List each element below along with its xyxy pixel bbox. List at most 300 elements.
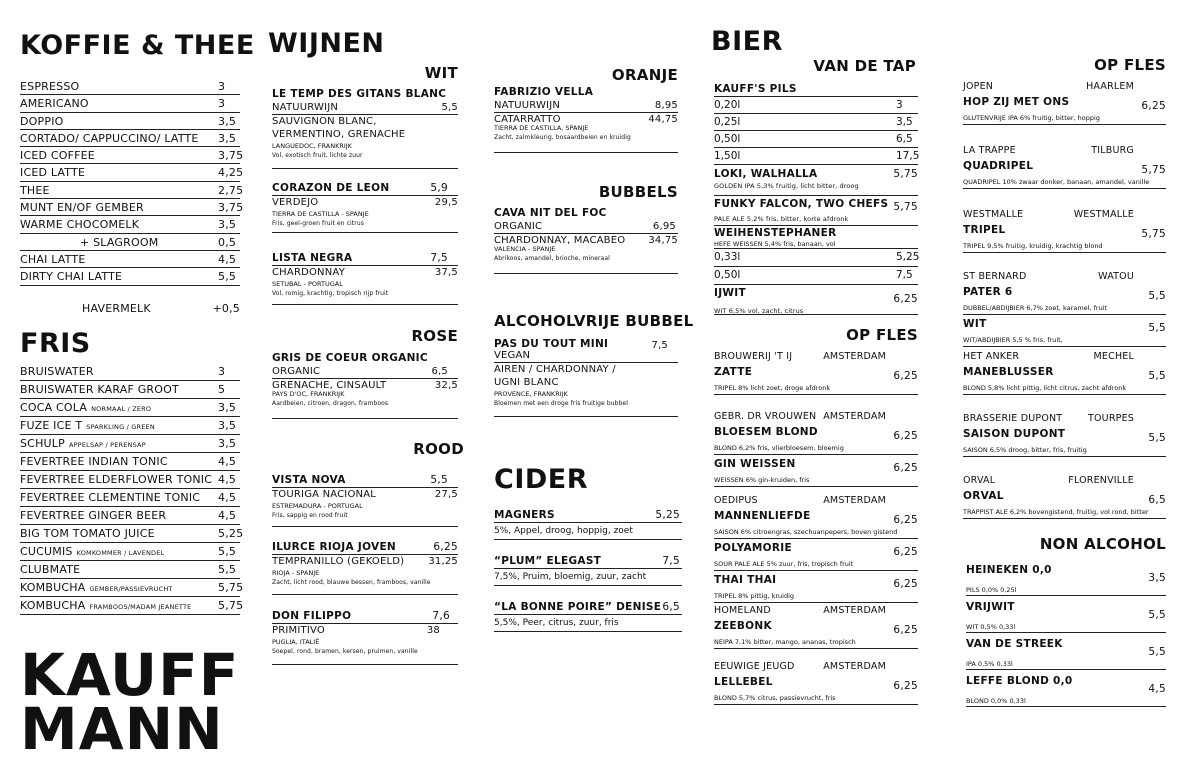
menu-row xyxy=(20,268,240,285)
brewery-name: HOMELAND xyxy=(714,605,771,616)
beer-item xyxy=(714,366,918,395)
brewery-block xyxy=(963,350,1166,395)
beer-name: MANNENLIEFDE xyxy=(714,510,811,522)
logo-line2: MANN xyxy=(20,695,224,763)
beer-desc: DUBBEL/ABDIJBIER 6,7% zoet, karamel, fruit xyxy=(963,304,1108,312)
pils-sizes xyxy=(714,97,918,165)
brewery-header xyxy=(963,144,1166,158)
beer-price: 5,5 xyxy=(1148,322,1166,334)
beer-item xyxy=(963,224,1166,253)
item-price: 3,5 xyxy=(218,419,237,432)
brewery-city: MECHEL xyxy=(1093,351,1134,362)
item-price: 3,5 xyxy=(218,437,237,450)
nonalc-desc: IPA 0,5% 0,33l xyxy=(966,660,1013,668)
beer-price: 5,75 xyxy=(1141,164,1166,176)
nonalc-desc: WIT 0,5% 0,33l xyxy=(966,623,1016,631)
fris-title: FRIS xyxy=(20,328,91,359)
beer-name-row xyxy=(963,286,1166,303)
brewery-name: WESTMALLE xyxy=(963,209,1024,220)
beer-price: 5,5 xyxy=(1148,432,1166,444)
item-price: 3,5 xyxy=(218,114,237,128)
brewery-name: LA TRAPPE xyxy=(963,145,1016,156)
item-name: WARME CHOCOMELK xyxy=(20,218,140,232)
brewery-header xyxy=(714,494,918,508)
opfles2-heading: OP FLES xyxy=(1094,56,1166,74)
size: 0,33l xyxy=(714,251,741,263)
beer-desc: BLOND 6,2% fris, vlierbloesem, bloemig xyxy=(714,444,844,452)
nonalc-item xyxy=(966,601,1166,633)
beer-price: 6,25 xyxy=(893,430,918,442)
alcoholvrij-heading: ALCOHOLVRIJE BUBBEL xyxy=(494,312,694,330)
nonalc-name-row xyxy=(966,675,1166,696)
beer-item xyxy=(963,366,1166,395)
beer-name: MANEBLUSSER xyxy=(963,366,1054,378)
beer-item xyxy=(714,458,918,487)
item-price: 4,5 xyxy=(218,455,237,468)
nonalcohol-heading: NON ALCOHOL xyxy=(1039,535,1166,553)
brewery-block xyxy=(963,412,1166,457)
fris-list xyxy=(20,363,244,615)
menu-row xyxy=(20,507,240,525)
wine-corazon: CORAZON DE LEON 5,9 VERDEJO 29,5 TIERRA DE CASTILLA - SPANJE Fris, geel-groen fruit en citrus xyxy=(272,182,458,233)
koffie-title: KOFFIE & THEE xyxy=(20,30,255,61)
item-price: 4,25 xyxy=(218,166,244,180)
item-sub: FRAMBOOS/MADAM JEANETTE xyxy=(89,603,192,611)
size-row xyxy=(714,148,918,165)
brewery-city: HAARLEM xyxy=(1086,81,1134,92)
item-price: 5,5 xyxy=(218,563,237,576)
brewery-city: TILBURG xyxy=(1091,145,1134,156)
beer-price: 6,25 xyxy=(893,370,918,382)
nonalc-price: 5,5 xyxy=(1148,609,1166,621)
item-name: DOPPIO xyxy=(20,114,64,128)
beer-desc: BLOND 5,8% licht pittig, licht citrus, zacht afdronk xyxy=(963,384,1127,392)
nonalc-name: VRIJWIT xyxy=(966,601,1015,613)
beer-loki: LOKI, WALHALLA 5,75 GOLDEN IPA 5,3% fruitig, licht bitter, droog xyxy=(714,168,918,196)
beer-name: ORVAL xyxy=(963,490,1004,502)
wit-heading: WIT xyxy=(424,64,458,82)
brewery-name: OEDIPUS xyxy=(714,495,758,506)
cider-item xyxy=(494,508,682,540)
vandetap-heading: VAN DE TAP xyxy=(813,57,916,75)
menu-row xyxy=(20,164,244,181)
beer-price: 6,25 xyxy=(893,578,918,590)
item-price: 5,25 xyxy=(218,527,244,540)
item-sub: NORMAAL / ZERO xyxy=(91,405,152,413)
item-name: THEE xyxy=(20,183,50,197)
nonalc-item xyxy=(966,564,1166,596)
brewery-city: AMSTERDAM xyxy=(823,411,886,422)
beer-name-row xyxy=(963,490,1166,507)
size-price: 17,5 xyxy=(896,150,920,162)
beer-desc: SOUR PALE ALE 5% zuur, fris, tropisch fruit xyxy=(714,560,854,568)
cider-name-row xyxy=(494,508,682,523)
brewery-name: ST BERNARD xyxy=(963,271,1027,282)
wine-fabrizio: FABRIZIO VELLA NATUURWIJN 8,95 CATARRATTO 44,75 TIERRA DE CASTILLA, SPANJE Zacht, zalmkleurig, bosaardbeien en kruidig xyxy=(494,86,678,153)
item-name: CORTADO/ CAPPUCCINO/ LATTE xyxy=(20,131,199,145)
havermelk-row xyxy=(20,302,240,315)
brewery-header xyxy=(714,410,918,424)
item-name: CUCUMIS KOMKOMMER / LAVENDEL xyxy=(20,545,165,558)
size-price: 3 xyxy=(896,99,903,111)
beer-funky: FUNKY FALCON, TWO CHEFS 5,75 PALE ALE 5,2% fris, bitter, korte afdronk xyxy=(714,198,918,226)
item-name: FEVERTREE INDIAN TONIC xyxy=(20,455,168,468)
beer-name: WIT xyxy=(963,318,987,330)
brewery-block xyxy=(714,494,918,603)
item-name: ESPRESSO xyxy=(20,80,80,93)
cider-desc: 5%, Appel, droog, hoppig, zoet xyxy=(494,523,682,540)
brewery-block xyxy=(714,660,918,705)
item-name: CHAI LATTE xyxy=(20,252,86,266)
menu-row xyxy=(20,381,240,399)
item-price: 3 xyxy=(218,365,226,378)
item-name: ICED COFFEE xyxy=(20,149,95,163)
size-price: 3,5 xyxy=(896,116,913,128)
menu-row xyxy=(20,251,240,268)
oranje-heading: ORANJE xyxy=(611,66,678,84)
beer-desc: TRIPEL 8% pittig, kruidig xyxy=(714,592,795,600)
beer-desc: SAISON 6% citroengras, szechuanpepers, boven gistend xyxy=(714,528,898,536)
beer-item xyxy=(963,160,1166,189)
beer-name-row xyxy=(963,160,1166,177)
item-price: 3 xyxy=(218,97,226,111)
beer-desc: TRAPPIST ALE 6,2% bovengistend, fruitig, vol rond, bitter xyxy=(963,508,1149,516)
nonalc-item xyxy=(966,638,1166,670)
brewery-name: GEBR. DR VROUWEN xyxy=(714,411,817,422)
beer-item xyxy=(714,574,918,603)
brewery-block xyxy=(714,604,918,649)
kauffmann-logo xyxy=(20,641,240,763)
cider-name-row xyxy=(494,600,682,615)
size-price: 5,25 xyxy=(896,251,920,263)
beer-item xyxy=(963,286,1166,315)
menu-row xyxy=(20,471,240,489)
beer-weihen: WEIHENSTEPHANER HEFE WEISSEN 5,4% fris, banaan, vol 0,33l 5,25 0,50l 7,5 xyxy=(714,227,918,285)
item-name: COCA COLA NORMAAL / ZERO xyxy=(20,401,152,414)
item-sub: SPARKLING / GREEN xyxy=(86,423,155,431)
wine-gris-de-coeur: GRIS DE COEUR ORGANIC ORGANIC 6,5 GRENACHE, CINSAULT 32,5 PAYS D'OC, FRANKRIJK Aardbeien, citroen, dragon, framboos xyxy=(272,352,458,419)
logo-line1: KAUFF xyxy=(20,641,240,709)
beer-name: PATER 6 xyxy=(963,286,1013,298)
beer-desc: BLOND 5,7% citrus, passievrucht, fris xyxy=(714,694,836,702)
cider-name: MAGNERS xyxy=(494,509,555,521)
brewery-block xyxy=(963,474,1166,519)
item-price: 5 xyxy=(218,383,226,396)
beer-name-row xyxy=(963,96,1166,113)
menu-row xyxy=(20,543,240,561)
item-name: FEVERTREE GINGER BEER xyxy=(20,509,167,522)
size-price: 6,5 xyxy=(896,133,913,145)
cider-item xyxy=(494,600,682,632)
brewery-block xyxy=(963,144,1166,189)
nonalc-name-row xyxy=(966,601,1166,622)
menu-row xyxy=(20,363,240,381)
menu-row xyxy=(20,113,240,130)
item-price: 0,5 xyxy=(218,235,237,249)
item-name: KOMBUCHA GEMBER/PASSIEVRUCHT xyxy=(20,581,173,594)
size-price: 7,5 xyxy=(896,269,913,281)
beer-name: HOP ZIJ MET ONS xyxy=(963,96,1070,108)
beer-desc: TRIPEL 9,5% fruitig, kruidig, krachtig blond xyxy=(963,242,1103,250)
beer-name-row xyxy=(714,574,918,591)
cider-price: 7,5 xyxy=(662,555,680,567)
item-name: BIG TOM TOMATO JUICE xyxy=(20,527,155,540)
beer-name: LELLEBEL xyxy=(714,676,773,688)
pils-name: KAUFF'S PILS xyxy=(714,82,918,97)
beer-name-row xyxy=(963,318,1166,335)
size: 0,20l xyxy=(714,99,741,111)
menu-row xyxy=(20,561,240,579)
item-price: 3,75 xyxy=(218,201,244,215)
wine-name: LE TEMP DES GITANS BLANC xyxy=(272,88,447,100)
nonalc-name: LEFFE BLOND 0,0 xyxy=(966,675,1073,687)
brewery-header xyxy=(714,660,918,674)
beer-name: BLOESEM BLOND xyxy=(714,426,818,438)
menu-row xyxy=(20,489,240,507)
item-price: 3,5 xyxy=(218,131,237,145)
beer-price: 6,25 xyxy=(893,514,918,526)
size: 0,50l xyxy=(714,269,741,281)
beer-item xyxy=(963,96,1166,125)
menu-row xyxy=(20,199,244,216)
beer-desc: TRIPEL 8% licht zoet, droge afdronk xyxy=(714,384,831,392)
nonalcohol-list xyxy=(966,564,1166,712)
brewery-header xyxy=(963,80,1166,94)
menu-row xyxy=(20,130,240,147)
beer-name-row xyxy=(963,224,1166,241)
size-row xyxy=(714,114,918,131)
menu-row xyxy=(20,234,240,251)
size: 1,50l xyxy=(714,150,741,162)
wine-don-filippo: DON FILIPPO 7,6 PRIMITIVO 38 PUGLIA, ITALIË Soepel, rond, bramen, kersen, pruimen, vanille xyxy=(272,610,458,665)
beer-price: 6,25 xyxy=(893,680,918,692)
item-price: 3,5 xyxy=(218,218,237,232)
beer-name-row xyxy=(714,510,918,527)
brewery-city: TOURPES xyxy=(1088,413,1134,424)
item-price: 5,5 xyxy=(218,270,237,284)
beer-name: ZEEBONK xyxy=(714,620,772,632)
havermelk-label: HAVERMELK xyxy=(82,302,151,315)
item-price: 5,75 xyxy=(218,599,244,612)
beer-desc: SAISON 6,5% droog, bitter, fris, fruitig xyxy=(963,446,1087,454)
brewery-city: FLORENVILLE xyxy=(1068,475,1134,486)
nonalc-name: VAN DE STREEK xyxy=(966,638,1063,650)
wine-ilurce: ILURCE RIOJA JOVEN 6,25 TEMPRANILLO (GEKOELD) 31,25 RIOJA - SPANJE Zacht, licht rood, blauwe bessen, framboos, vanille xyxy=(272,541,458,595)
size-row xyxy=(714,249,918,267)
wijnen-title: WIJNEN xyxy=(268,28,385,59)
brewery-block xyxy=(963,270,1166,347)
nonalc-name-row xyxy=(966,564,1166,585)
beer-item xyxy=(963,318,1166,347)
size-row xyxy=(714,267,918,285)
nonalc-desc: BLOND 0,0% 0,33l xyxy=(966,697,1026,705)
menu-row xyxy=(20,435,240,453)
beer-desc: NEIPA 7,1% bitter, mango, ananas, tropisch xyxy=(714,638,856,646)
brewery-header xyxy=(963,270,1166,284)
nonalc-desc: PILS 0,0% 0,25l xyxy=(966,586,1017,594)
beer-name: QUADRIPEL xyxy=(963,160,1034,172)
nonalc-item xyxy=(966,675,1166,707)
menu-row xyxy=(20,95,240,112)
item-name: FEVERTREE CLEMENTINE TONIC xyxy=(20,491,201,504)
nonalc-price: 3,5 xyxy=(1148,572,1166,584)
brewery-header xyxy=(714,350,918,364)
beer-desc: WIT/ABDIJBIER 5,5 % fris, fruit, xyxy=(963,336,1063,344)
item-price: 4,5 xyxy=(218,252,237,266)
item-name: KOMBUCHA FRAMBOOS/MADAM JEANETTE xyxy=(20,599,192,612)
item-name: CLUBMATE xyxy=(20,563,81,576)
beer-name-row xyxy=(714,676,918,693)
beer-desc: QUADRIPEL 10% zwaar donker, banaan, amandel, vanille xyxy=(963,178,1150,186)
item-name: MUNT EN/OF GEMBER xyxy=(20,201,144,215)
beer-name: THAI THAI xyxy=(714,574,777,586)
beer-item xyxy=(714,426,918,455)
beer-name-row xyxy=(714,426,918,443)
item-price: 3,5 xyxy=(218,401,237,414)
brewery-block xyxy=(714,410,918,487)
item-price: 3,75 xyxy=(218,149,244,163)
beer-item xyxy=(963,490,1166,519)
brewery-header xyxy=(963,208,1166,222)
cider-name: “LA BONNE POIRE” DENISE xyxy=(494,601,662,613)
havermelk-price: +0,5 xyxy=(212,302,240,315)
beer-name-row xyxy=(963,428,1166,445)
size-row xyxy=(714,97,918,114)
brewery-city: WATOU xyxy=(1098,271,1134,282)
beer-price: 6,25 xyxy=(1141,100,1166,112)
brewery-header xyxy=(963,412,1166,426)
item-price: 3 xyxy=(218,80,226,93)
koffie-list xyxy=(20,78,244,286)
item-name: FEVERTREE ELDERFLOWER TONIC xyxy=(20,473,213,486)
wine-vista-nova: VISTA NOVA 5,5 TOURIGA NACIONAL 27,5 ESTREMADURA - PORTUGAL Fris, sappig en rood fruit xyxy=(272,474,458,527)
brewery-city: AMSTERDAM xyxy=(823,661,886,672)
beer-item xyxy=(714,510,918,539)
item-name: BRUISWATER KARAF GROOT xyxy=(20,383,179,396)
beer-name: GIN WEISSEN xyxy=(714,458,796,470)
beer-name: ZATTE xyxy=(714,366,753,378)
beer-name: TRIPEL xyxy=(963,224,1006,236)
menu-row xyxy=(20,399,240,417)
cider-price: 6,5 xyxy=(662,601,680,613)
cider-desc: 7,5%, Pruim, bloemig, zuur, zacht xyxy=(494,569,682,586)
beer-item xyxy=(963,428,1166,457)
brewery-city: AMSTERDAM xyxy=(823,495,886,506)
cider-name: “PLUM” ELEGAST xyxy=(494,555,602,567)
brewery-name: BRASSERIE DUPONT xyxy=(963,413,1063,424)
nonalc-price: 5,5 xyxy=(1148,646,1166,658)
menu-row xyxy=(20,453,240,471)
brewery-name: HET ANKER xyxy=(963,351,1020,362)
beer-name-row xyxy=(963,366,1166,383)
brewery-name: JOPEN xyxy=(963,81,994,92)
menu-row xyxy=(20,417,240,435)
bier-title: BIER xyxy=(711,26,783,57)
brewery-name: EEUWIGE JEUGD xyxy=(714,661,795,672)
beer-name-row xyxy=(714,542,918,559)
beer-name: POLYAMORIE xyxy=(714,542,792,554)
beer-price: 6,25 xyxy=(893,462,918,474)
wine-pas-du-tout: PAS DU TOUT MINI VEGAN 7,5 AIREN / CHARDONNAY / UGNI BLANC PROVENCE, FRANKRIJK Bloemen met een droge fris fruitige bubbel xyxy=(494,338,678,417)
item-name: + SLAGROOM xyxy=(80,235,159,249)
cider-desc: 5,5%, Peer, citrus, zuur, fris xyxy=(494,615,682,632)
nonalc-price: 4,5 xyxy=(1148,683,1166,695)
beer-price: 6,25 xyxy=(893,624,918,636)
item-sub: KOMKOMMER / LAVENDEL xyxy=(76,549,165,557)
item-name: SCHULP APPELSAP / PERENSAP xyxy=(20,437,146,450)
opfles-heading: OP FLES xyxy=(846,326,918,344)
cider-title: CIDER xyxy=(494,464,589,495)
beer-desc: WEISSEN 6% gin-kruiden, fris xyxy=(714,476,810,484)
item-price: 2,75 xyxy=(218,183,244,197)
beer-item xyxy=(714,676,918,705)
brewery-header xyxy=(714,604,918,618)
item-sub: GEMBER/PASSIEVRUCHT xyxy=(89,585,173,593)
wine-le-temp: LE TEMP DES GITANS BLANC NATUURWIJN 5,5 SAUVIGNON BLANC, VERMENTINO, GRENACHE LANGUEDOC, FRANKRIJK Vol, exotisch fruit, lichte zuur xyxy=(272,88,458,169)
beer-name-row xyxy=(714,458,918,475)
brewery-city: AMSTERDAM xyxy=(823,351,886,362)
item-price: 4,5 xyxy=(218,491,237,504)
item-name: BRUISWATER xyxy=(20,365,94,378)
weihen-sizes xyxy=(714,249,918,285)
brewery-city: AMSTERDAM xyxy=(823,605,886,616)
brewery-block xyxy=(714,350,918,395)
menu-row xyxy=(20,216,240,233)
brewery-header xyxy=(963,474,1166,488)
brewery-name: BROUWERIJ 'T IJ xyxy=(714,351,793,362)
brewery-header xyxy=(963,350,1166,364)
wine-cava: CAVA NIT DEL FOC ORGANIC 6,95 CHARDONNAY, MACABEO 34,75 VALENCIA - SPANJE Abrikoos, amandel, brioche, mineraal xyxy=(494,207,678,274)
nonalc-name: HEINEKEN 0,0 xyxy=(966,564,1052,576)
brewery-block xyxy=(963,208,1166,253)
cider-item xyxy=(494,554,682,586)
menu-row xyxy=(20,182,244,199)
cider-name-row xyxy=(494,554,682,569)
rose-heading: ROSE xyxy=(411,327,458,345)
menu-row xyxy=(20,579,244,597)
menu-row xyxy=(20,147,244,164)
beer-price: 6,25 xyxy=(893,546,918,558)
rood-heading: ROOD xyxy=(413,440,464,458)
nonalc-name-row xyxy=(966,638,1166,659)
size: 0,50l xyxy=(714,133,741,145)
menu-row xyxy=(20,78,240,95)
beer-item xyxy=(714,620,918,649)
item-price: 4,5 xyxy=(218,473,237,486)
beer-desc: GLUTENVRIJE IPA 6% fruitig, bitter, hoppig xyxy=(963,114,1100,122)
wine-lista-negra: LISTA NEGRA 7,5 CHARDONNAY 37,5 SETUBAL - PORTUGAL Vol, romig, krachtig, tropisch rijp fruit xyxy=(272,252,458,305)
size: 0,25l xyxy=(714,116,741,128)
item-name: DIRTY CHAI LATTE xyxy=(20,270,123,284)
beer-ijwit: IJWIT 6,25 WIT 6,5% vol, zacht, citrus xyxy=(714,287,918,315)
beer-item xyxy=(714,542,918,571)
beer-price: 5,5 xyxy=(1148,290,1166,302)
brewery-city: WESTMALLE xyxy=(1073,209,1134,220)
cider-price: 5,25 xyxy=(655,509,680,521)
item-price: 5,75 xyxy=(218,581,244,594)
menu-row xyxy=(20,597,244,615)
menu-row xyxy=(20,525,244,543)
beer-price: 5,5 xyxy=(1148,370,1166,382)
brewery-name: ORVAL xyxy=(963,475,996,486)
item-name: ICED LATTE xyxy=(20,166,86,180)
beer-price: 6,5 xyxy=(1148,494,1166,506)
beer-name-row xyxy=(714,366,918,383)
item-name: AMERICANO xyxy=(20,97,89,111)
beer-name: SAISON DUPONT xyxy=(963,428,1066,440)
size-row xyxy=(714,131,918,148)
item-sub: APPELSAP / PERENSAP xyxy=(68,441,146,449)
